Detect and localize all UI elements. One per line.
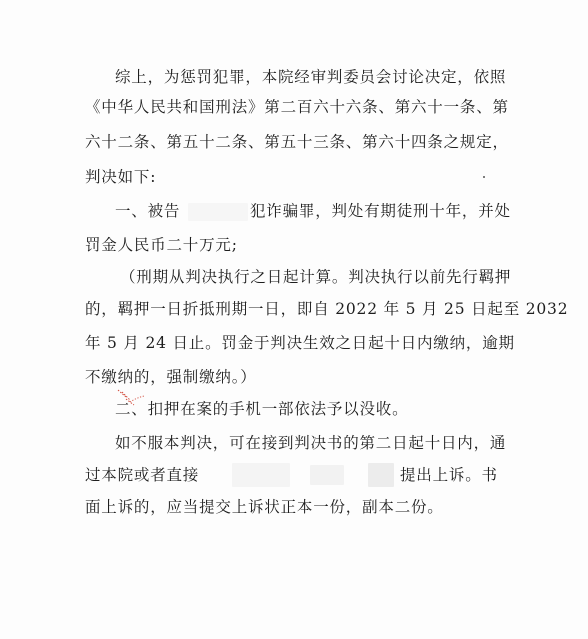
paragraph-conclusion-line-2: 《中华人民共和国刑法》第二百六十六条、第六十一条、第: [85, 98, 509, 116]
appeal-line-3: 面上诉的，应当提交上诉状正本一份，副本二份。: [85, 498, 444, 516]
appeal-line-2-start: 过本院或者直接: [85, 466, 200, 484]
sentence-note-line-4: 不缴纳的，强制缴纳。）: [85, 368, 257, 386]
item-one-fine: 罚金人民币二十万元;: [85, 236, 238, 254]
paragraph-conclusion-line-3: 六十二条、第五十二条、第五十三条、第六十四条之规定，: [85, 133, 509, 151]
redacted-court-name-1: [232, 463, 290, 487]
redacted-court-name-2: [310, 465, 344, 485]
sentence-note-line-2: 的，羁押一日折抵刑期一日，即自 2022 年 5 月 25 日起至 2032: [85, 300, 569, 318]
paragraph-conclusion-line-1: 综上，为惩罚犯罪，本院经审判委员会讨论决定，依照: [115, 68, 507, 86]
verdict-heading: 判决如下:: [85, 168, 157, 186]
item-one-charge: 犯诈骗罪，判处有期徒刑十年，并处: [250, 202, 511, 220]
item-two: 二、扣押在案的手机一部依法予以没收。: [115, 400, 409, 418]
stray-dot: [483, 176, 485, 178]
item-one-label: 一、被告: [115, 202, 181, 220]
sentence-note-line-1: （刑期从判决执行之日起计算。判决执行以前先行羁押: [120, 268, 512, 286]
redacted-court-name-3: [368, 463, 394, 487]
redacted-defendant-name: [188, 203, 248, 221]
sentence-note-line-3: 年 5 月 24 日止。罚金于判决生效之日起十日内缴纳，逾期: [85, 334, 515, 352]
appeal-line-1: 如不服本判决，可在接到判决书的第二日起十日内，通: [115, 434, 507, 452]
appeal-line-2-end: 提出上诉。书: [400, 466, 498, 484]
